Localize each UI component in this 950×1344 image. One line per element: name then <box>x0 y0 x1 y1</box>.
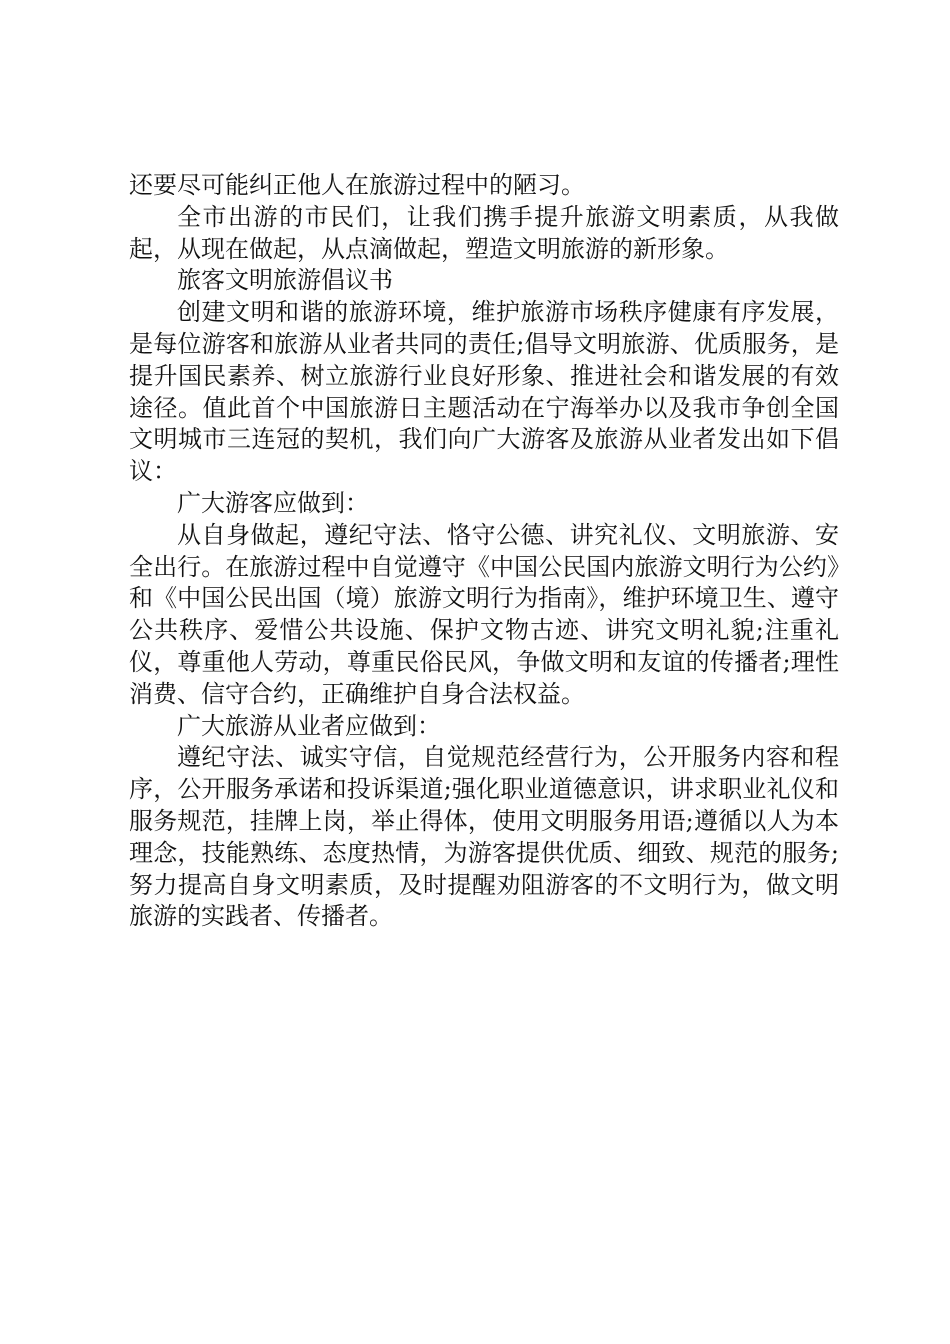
paragraph-introduction: 创建文明和谐的旅游环境，维护旅游市场秩序健康有序发展，是每位游客和旅游从业者共同的责任;倡导文明旅游、优质服务，是提升国民素养、树立旅游行业良好形象、推进社会和谐发展的有效途径。值此首个中国旅游日主题活动在宁海举办以及我市争创全国文明城市三连冠的契机，我们向广大游客及旅游从业者发出如下倡议： <box>129 298 839 486</box>
section-title: 旅客文明旅游倡议书 <box>177 266 393 295</box>
paragraph-tourist-duties: 从自身做起，遵纪守法、恪守公德、讲究礼仪、文明旅游、安全出行。在旅游过程中自觉遵守《中国公民国内旅游文明行为公约》和《中国公民出国（境）旅游文明行为指南》，维护环境卫生、遵守公共秩序、爱惜公共设施、保护文物古迹、讲究文明礼貌;注重礼仪，尊重他人劳动，尊重民俗民风，争做文明和友谊的传播者;理性消费、信守合约，正确维护自身合法权益。 <box>129 520 839 708</box>
subheading-practitioners: 广大旅游从业者应做到： <box>177 711 441 740</box>
paragraph-practitioner-duties: 遵纪守法、诚实守信，自觉规范经营行为，公开服务内容和程序，公开服务承诺和投诉渠道;强化职业道德意识，讲求职业礼仪和服务规范，挂牌上岗，举止得体，使用文明服务用语;遵循以人为本理念，技能熟练、态度热情，为游客提供优质、细致、规范的服务;努力提高自身文明素质，及时提醒劝阻游客的不文明行为，做文明旅游的实践者、传播者。 <box>129 743 839 931</box>
document-body <box>129 170 839 933</box>
paragraph-appeal-to-citizens: 全市出游的市民们，让我们携手提升旅游文明素质，从我做起，从现在做起，从点滴做起，塑造文明旅游的新形象。 <box>129 202 839 263</box>
paragraph-continuation: 还要尽可能纠正他人在旅游过程中的陋习。 <box>129 171 585 199</box>
subheading-tourists: 广大游客应做到： <box>177 488 369 517</box>
